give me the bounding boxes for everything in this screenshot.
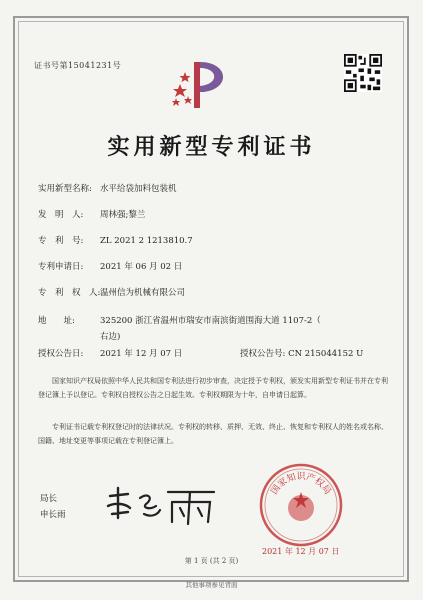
field-utility-model-name: 实用新型名称: 水平给袋加料包装机: [38, 184, 177, 194]
certificate-number: 证书号第15041231号: [34, 61, 122, 70]
field-address: 地 址: 325200 浙江省温州市瑞安市南滨街道围海大道 1107-2（: [38, 316, 321, 326]
svg-text:国家知识产权局: 国家知识产权局: [269, 472, 333, 497]
signatory-name: 申长雨: [40, 510, 66, 520]
footer-note: 其他事项参见背面: [185, 581, 238, 589]
legal-notice-paragraph-2: 专利证书记载专利权登记时的法律状况。专利权的转移、质押、无效、终止、恢复和专利权人的姓名或名称、国籍、地址变更等事项记载在专利登记簿上。: [38, 423, 388, 445]
field-application-date: 专利申请日: 2021 年 06 月 02 日: [38, 262, 183, 272]
official-seal: [258, 462, 344, 548]
field-patentee: 专 利 权 人:温州信为机械有限公司: [38, 288, 186, 298]
field-grant-date: 授权公告日: 2021 年 12 月 07 日: [38, 349, 183, 359]
page-indicator: 第 1 页 (共 2 页): [184, 557, 239, 565]
qr-code: [344, 54, 382, 92]
director-signature: [104, 484, 224, 529]
signatory-title: 局长: [40, 494, 58, 504]
patent-office-logo: [170, 56, 240, 114]
address-continued: 右边): [100, 332, 121, 342]
seal-date: 2021 年 12 月 07 日: [262, 547, 340, 556]
field-publication-number: 授权公告号: CN 215044152 U: [240, 349, 364, 359]
field-inventor: 发 明 人: 周林强;黎兰: [38, 210, 146, 220]
field-patent-number: 专 利 号: ZL 2021 2 1213810.7: [38, 236, 193, 246]
legal-notice-paragraph-1: 国家知识产权局依照中华人民共和国专利法进行初步审查，决定授予专利权，颁发实用新型专利证书并在专利登记簿上予以登记。专利权自授权公告之日起生效。专利权期限为十年，自申请日起算。: [38, 377, 388, 399]
certificate-title: 实用新型专利证书: [107, 134, 316, 160]
